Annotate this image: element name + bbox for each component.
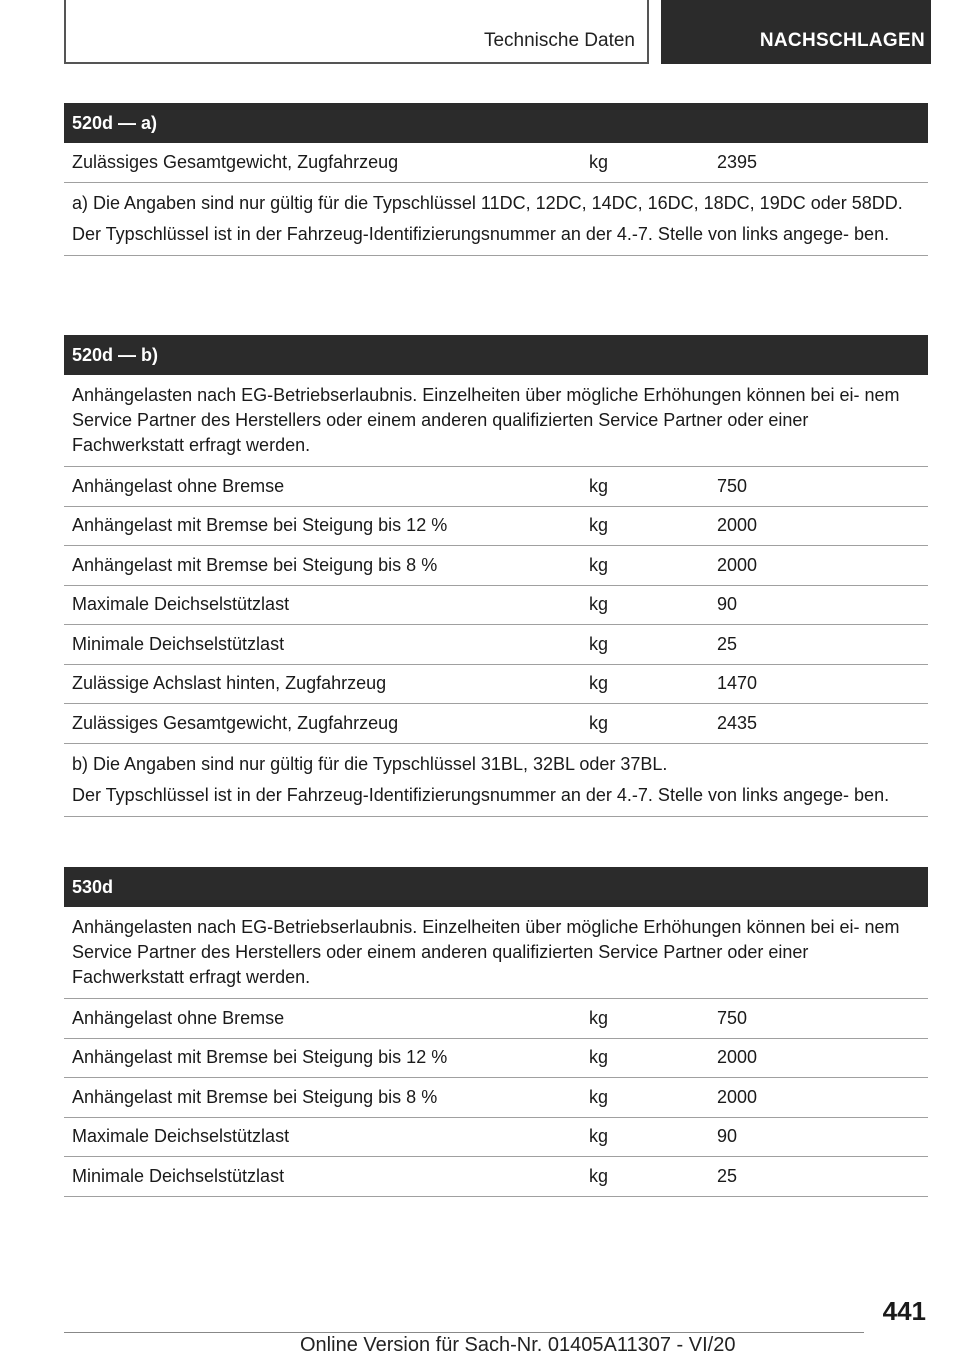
footnote-text: Der Typschlüssel ist in der Fahrzeug-Identifizierungsnummer an der 4.-7. Stelle von links angege- ben. bbox=[72, 223, 890, 244]
footnote-text: a) Die Angaben sind nur gültig für die Typschlüssel 11DC, 12DC, 14DC, 16DC, 18DC, 19DC oder 58DD. bbox=[72, 192, 903, 213]
row-label: Anhängelast mit Bremse bei Steigung bis 12 % bbox=[72, 1047, 448, 1068]
row-unit: kg bbox=[589, 1047, 609, 1068]
table-row bbox=[64, 1118, 928, 1158]
intro-block bbox=[64, 907, 928, 999]
row-value: 750 bbox=[717, 475, 748, 496]
row-label: Minimale Deichselstützlast bbox=[72, 1165, 285, 1186]
row-label: Maximale Deichselstützlast bbox=[72, 1126, 290, 1147]
table-row bbox=[64, 1157, 928, 1197]
row-unit: kg bbox=[589, 151, 609, 172]
header-section-label: Technische Daten bbox=[483, 30, 635, 51]
row-value: 2000 bbox=[717, 1086, 758, 1107]
row-unit: kg bbox=[589, 1007, 609, 1028]
row-label: Anhängelast ohne Bremse bbox=[72, 475, 285, 496]
row-value: 2000 bbox=[717, 554, 758, 575]
row-value: 2435 bbox=[717, 712, 758, 733]
row-unit: kg bbox=[589, 594, 609, 615]
intro-text: Anhängelasten nach EG-Betriebserlaubnis. Einzelheiten über mögliche Erhöhungen können bei ei- nem Service Partner des Herstellers oder einem anderen qualifizierten Service Partner oder einer Fachwerkstatt erfragt werden. bbox=[72, 917, 900, 987]
row-label: Anhängelast mit Bremse bei Steigung bis 8 % bbox=[72, 1086, 438, 1107]
table-row bbox=[64, 143, 928, 183]
intro-text: Anhängelasten nach EG-Betriebserlaubnis. Einzelheiten über mögliche Erhöhungen können bei ei- nem Service Partner des Herstellers oder einem anderen qualifizierten Service Partner oder einer Fachwerkstatt erfragt werden. bbox=[72, 385, 900, 455]
row-value: 750 bbox=[717, 1007, 748, 1028]
table-row bbox=[64, 704, 928, 744]
section-title: 520d — b) bbox=[64, 335, 928, 375]
row-value: 90 bbox=[717, 594, 738, 615]
row-unit: kg bbox=[589, 1165, 609, 1186]
row-value: 90 bbox=[717, 1126, 738, 1147]
row-value: 2000 bbox=[717, 515, 758, 536]
footnote-block bbox=[64, 183, 928, 256]
header-section-box bbox=[64, 0, 649, 64]
section-title: 520d — a) bbox=[64, 103, 928, 143]
table-row bbox=[64, 665, 928, 705]
footer-divider bbox=[64, 1332, 864, 1333]
section-530d bbox=[64, 867, 928, 1197]
section-520d-a bbox=[64, 103, 928, 256]
table-row bbox=[64, 467, 928, 507]
row-value: 2000 bbox=[717, 1047, 758, 1068]
section-520d-b bbox=[64, 335, 928, 817]
table-row bbox=[64, 999, 928, 1039]
row-label: Maximale Deichselstützlast bbox=[72, 594, 290, 615]
table-row bbox=[64, 546, 928, 586]
row-label: Zulässiges Gesamtgewicht, Zugfahrzeug bbox=[72, 151, 399, 172]
footnote-text: b) Die Angaben sind nur gültig für die Typschlüssel 31BL, 32BL oder 37BL. bbox=[72, 753, 668, 774]
header-chapter-tab[interactable] bbox=[661, 0, 931, 64]
table-row bbox=[64, 507, 928, 547]
row-label: Minimale Deichselstützlast bbox=[72, 633, 285, 654]
row-value: 2395 bbox=[717, 151, 758, 172]
row-unit: kg bbox=[589, 673, 609, 694]
table-row bbox=[64, 1039, 928, 1079]
footnote-block bbox=[64, 744, 928, 817]
row-value: 25 bbox=[717, 633, 738, 654]
row-value: 1470 bbox=[717, 673, 758, 694]
footnote-text: Der Typschlüssel ist in der Fahrzeug-Identifizierungsnummer an der 4.-7. Stelle von links angege- ben. bbox=[72, 784, 890, 805]
row-unit: kg bbox=[589, 712, 609, 733]
row-unit: kg bbox=[589, 515, 609, 536]
section-title: 530d bbox=[64, 867, 928, 907]
page-number: 441 bbox=[882, 1296, 926, 1326]
table-row bbox=[64, 625, 928, 665]
row-value: 25 bbox=[717, 1165, 738, 1186]
row-label: Zulässiges Gesamtgewicht, Zugfahrzeug bbox=[72, 712, 399, 733]
row-label: Anhängelast ohne Bremse bbox=[72, 1007, 285, 1028]
row-unit: kg bbox=[589, 1086, 609, 1107]
row-label: Anhängelast mit Bremse bei Steigung bis 8 % bbox=[72, 554, 438, 575]
row-unit: kg bbox=[589, 633, 609, 654]
footer-text: Online Version für Sach-Nr. 01405A11307 - VI/20 bbox=[300, 1334, 736, 1356]
intro-block bbox=[64, 375, 928, 467]
table-row bbox=[64, 1078, 928, 1118]
row-unit: kg bbox=[589, 554, 609, 575]
row-label: Zulässige Achslast hinten, Zugfahrzeug bbox=[72, 673, 387, 694]
row-label: Anhängelast mit Bremse bei Steigung bis 12 % bbox=[72, 515, 448, 536]
row-unit: kg bbox=[589, 475, 609, 496]
table-row bbox=[64, 586, 928, 626]
header-chapter-label: NACHSCHLAGEN bbox=[759, 30, 925, 51]
row-unit: kg bbox=[589, 1126, 609, 1147]
